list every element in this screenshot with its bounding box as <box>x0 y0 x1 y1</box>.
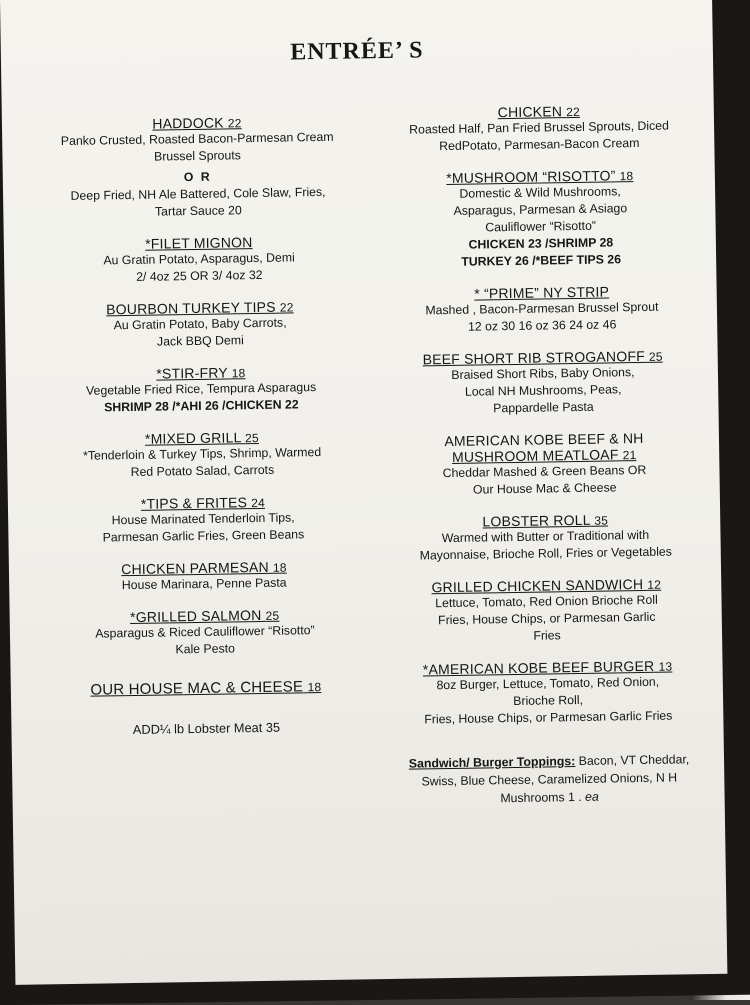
item-price: 25 <box>648 349 663 364</box>
right-column <box>374 101 715 809</box>
menu-item-short-rib-stroganoff <box>378 347 709 419</box>
menu-item-chicken <box>374 101 705 156</box>
item-desc: Fries, House Chips, or Parmesan Garlic <box>438 609 656 628</box>
item-name: CHICKEN PARMESAN <box>121 558 269 578</box>
item-name: *FILET MIGNON <box>145 234 253 252</box>
item-name: *STIR-FRY <box>156 364 228 382</box>
item-desc: Warmed with Butter or Traditional with <box>441 527 650 546</box>
item-price: 21 <box>622 448 637 463</box>
item-desc: Brioche Roll, <box>513 692 584 709</box>
item-price: 35 <box>594 513 609 528</box>
item-desc: Domestic & Wild Mushrooms, <box>459 184 621 201</box>
item-desc: 12 oz 30 16 oz 36 24 oz 46 <box>467 317 617 334</box>
item-price: 22 <box>227 116 242 131</box>
item-name: *AMERICAN KOBE BEEF BURGER <box>422 657 655 678</box>
item-name: BEEF SHORT RIB STROGANOFF <box>422 347 646 368</box>
item-price: 25 <box>244 430 259 446</box>
item-name: *MUSHROOM “RISOTTO” <box>446 167 616 187</box>
menu-item-stir-fry <box>36 362 367 417</box>
item-price: 18 <box>307 680 322 695</box>
item-name: *MIXED GRILL <box>144 429 242 447</box>
item-price: 24 <box>251 495 266 511</box>
item-desc: Mashed , Bacon-Parmesan Brussel Sprout <box>425 299 659 318</box>
item-desc: 8oz Burger, Lettuce, Tomato, Red Onion, <box>436 674 660 693</box>
item-price: 18 <box>231 366 246 381</box>
toppings-label: Sandwich/ Burger Toppings: <box>408 754 576 771</box>
item-desc: Roasted Half, Pan Fried Brussel Sprouts, Diced <box>409 118 670 137</box>
item-name: OUR HOUSE MAC & CHEESE <box>90 678 304 699</box>
item-desc: Au Gratin Potato, Asparagus, Demi <box>103 250 295 268</box>
item-desc: Cauliflower “Risotto” <box>485 218 597 235</box>
menu-item-lobster-roll <box>380 510 711 565</box>
item-options: SHRIMP 28 /*AHI 26 /CHICKEN 22 <box>104 397 299 415</box>
menu-item-tips-frites <box>38 492 369 547</box>
or-separator: O R <box>183 169 212 185</box>
item-desc: Mayonnaise, Brioche Roll, Fries or Vegetables <box>419 544 672 563</box>
menu-item-kobe-burger <box>382 657 713 729</box>
item-price: 25 <box>265 608 280 623</box>
item-desc: Parmesan Garlic Fries, Green Beans <box>102 527 305 545</box>
item-desc: 2/ 4oz 25 OR 3/ 4oz 32 <box>136 267 263 284</box>
item-price: 22 <box>279 300 294 315</box>
menu-item-prime-ny-strip <box>377 282 708 337</box>
item-desc: Kale Pesto <box>175 641 236 657</box>
item-name: BOURBON TURKEY TIPS <box>106 298 276 318</box>
toppings-line2: Swiss, Blue Cheese, Caramelized Onions, N H <box>421 770 678 789</box>
item-desc: Jack BBQ Demi <box>156 333 244 349</box>
menu-item-mushroom-risotto <box>375 166 707 272</box>
item-desc: Deep Fried, NH Ale Battered, Cole Slaw, Fries, <box>70 184 326 203</box>
item-options: CHICKEN 23 /SHRIMP 28 <box>468 235 614 252</box>
menu-item-chicken-parmesan <box>39 557 369 595</box>
menu-item-grilled-salmon <box>40 605 371 660</box>
item-desc: *Tenderloin & Turkey Tips, Shrimp, Warmed <box>83 445 322 463</box>
left-column <box>32 112 372 753</box>
item-name: *TIPS & FRITES <box>140 494 248 512</box>
menu-item-mixed-grill <box>37 427 368 482</box>
item-name: HADDOCK <box>152 114 224 132</box>
item-desc: House Marinara, Penne Pasta <box>121 575 287 593</box>
menu-item-haddock-alt <box>33 166 364 222</box>
item-desc: Asparagus & Riced Cauliflower “Risotto” <box>95 623 315 641</box>
item-price: 12 <box>647 577 662 592</box>
menu-item-mac-cheese <box>41 677 372 738</box>
burger-toppings <box>384 750 715 809</box>
toppings-line3: Mushrooms 1 . <box>500 789 586 806</box>
item-options: TURKEY 26 /*BEEF TIPS 26 <box>461 252 622 269</box>
item-desc: Pappardelle Pasta <box>493 399 594 416</box>
item-price: 13 <box>658 659 673 674</box>
toppings-text: Bacon, VT Cheddar, <box>575 752 690 769</box>
item-desc: Tartar Sauce 20 <box>154 203 242 219</box>
item-price: 18 <box>619 169 634 184</box>
menu-item-bourbon-turkey-tips <box>35 297 366 352</box>
lobster-addon: ADD¼ lb Lobster Meat 35 <box>132 719 281 738</box>
item-name: GRILLED CHICKEN SANDWICH <box>431 575 644 596</box>
item-desc: RedPotato, Parmesan-Bacon Cream <box>439 135 640 154</box>
menu-title: ENTRÉE’ S <box>290 37 424 66</box>
item-price: 22 <box>566 104 581 120</box>
item-desc: Our House Mac & Cheese <box>472 480 617 497</box>
menu-item-filet-mignon <box>34 232 365 287</box>
item-desc: Brussel Sprouts <box>153 148 241 164</box>
item-desc: Local NH Mushrooms, Peas, <box>464 382 622 399</box>
toppings-ea: ea <box>585 789 599 804</box>
item-desc: Lettuce, Tomato, Red Onion Brioche Roll <box>435 592 658 611</box>
menu-item-haddock <box>32 112 363 167</box>
item-desc: Red Potato Salad, Carrots <box>130 462 275 480</box>
item-desc: Fries, House Chips, or Parmesan Garlic Fries <box>424 708 673 727</box>
item-name: MUSHROOM MEATLOAF <box>451 446 619 465</box>
menu-item-kobe-meatloaf <box>379 429 710 500</box>
item-desc: Panko Crusted, Roasted Bacon-Parmesan Cream <box>60 129 334 149</box>
item-desc: Cheddar Mashed & Green Beans OR <box>442 462 647 481</box>
item-name: CHICKEN <box>497 103 563 121</box>
item-desc: Braised Short Ribs, Baby Onions, <box>451 365 635 382</box>
item-desc: Fries <box>533 628 561 643</box>
item-name: *GRILLED SALMON <box>129 606 262 626</box>
item-name: LOBSTER ROLL <box>482 511 591 530</box>
item-desc: House Marinated Tenderloin Tips, <box>111 510 295 528</box>
item-name: * “PRIME” NY STRIP <box>474 283 610 302</box>
item-desc: Vegetable Fried Rice, Tempura Asparagus <box>85 380 317 398</box>
menu-item-grilled-chicken-sandwich <box>381 575 712 647</box>
item-name-line1: AMERICAN KOBE BEEF & NH <box>444 429 644 450</box>
item-desc: Asparagus, Parmesan & Asiago <box>453 201 628 218</box>
item-desc: Au Gratin Potato, Baby Carrots, <box>113 315 287 333</box>
item-price: 18 <box>272 560 287 575</box>
